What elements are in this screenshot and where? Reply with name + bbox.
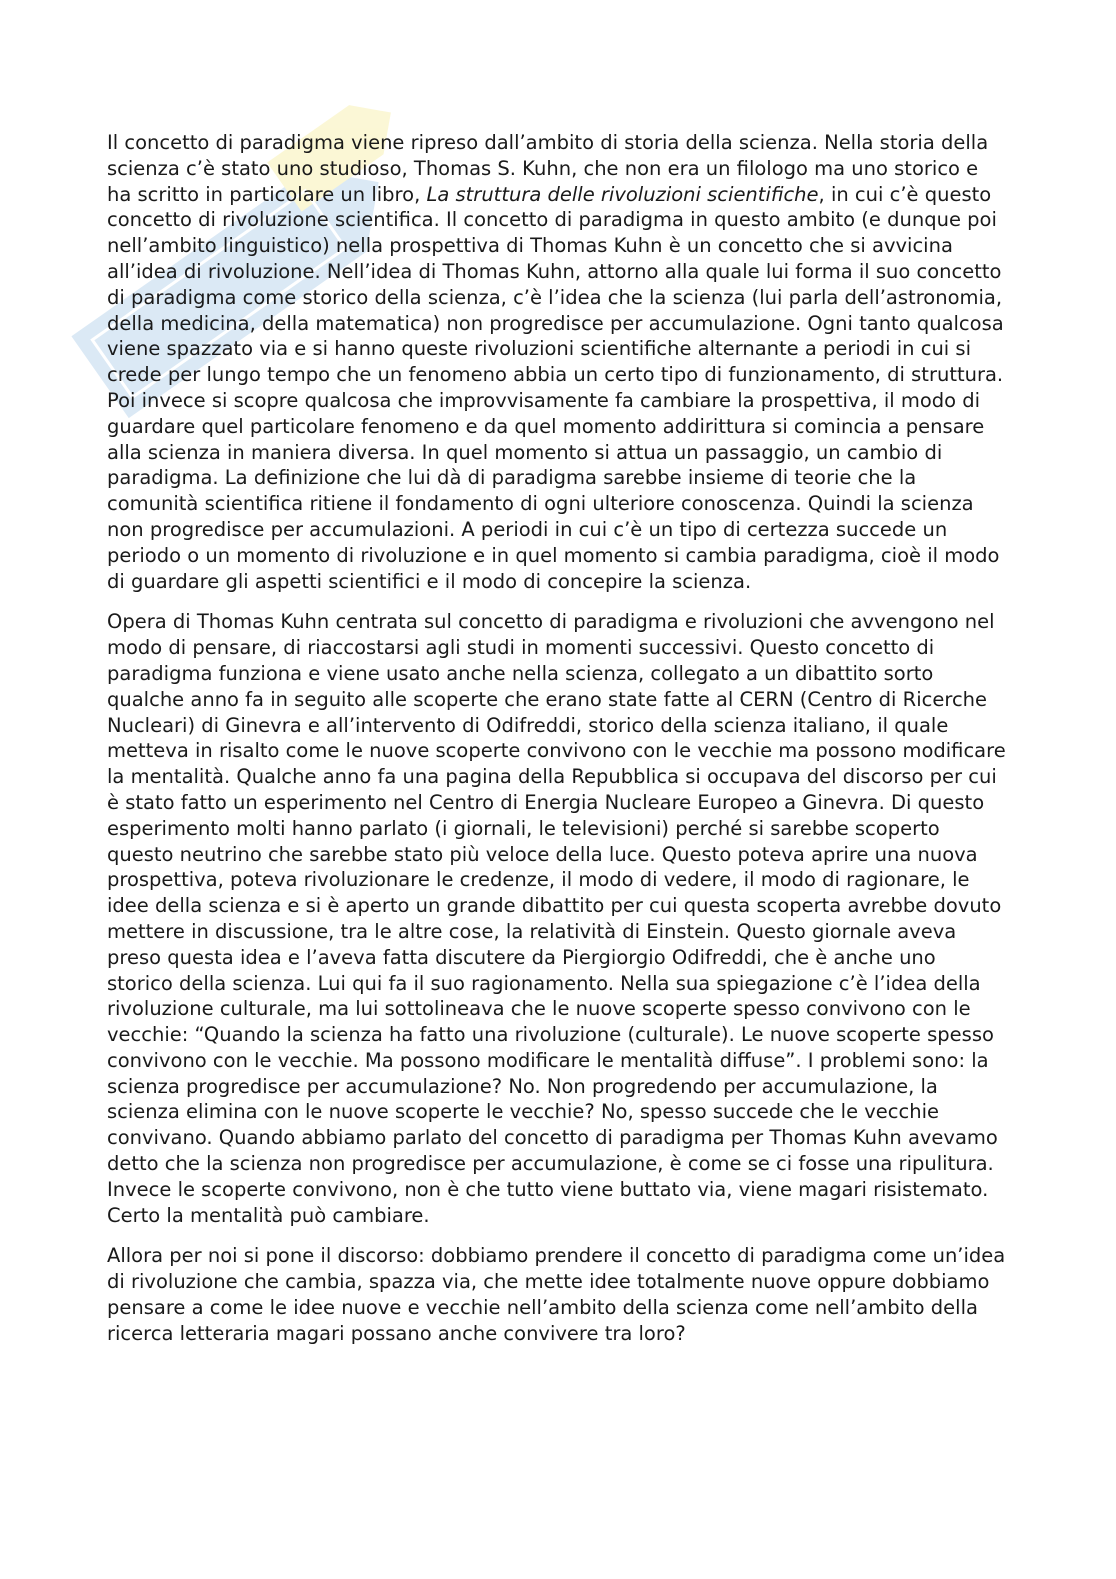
document-body <box>107 130 1007 1362</box>
paragraph-cern-odifreddi: Opera di Thomas Kuhn centrata sul concetto di paradigma e rivoluzioni che avvengono nel modo di pensare, di riaccostarsi agli studi in momenti successivi. Questo concetto di paradigma funziona e viene usato anche nella scienza, collegato a un dibattito sorto qualche anno fa in seguito alle scoperte che erano state fatte al CERN (Centro di Ricerche Nucleari) di Ginevra e all’intervento di Odifreddi, storico della scienza italiano, il quale metteva in risalto come le nuove scoperte convivono con le vecchie ma possono modificare la mentalità. Qualche anno fa una pagina della Repubblica si occupava del discorso per cui è stato fatto un esperimento nel Centro di Energia Nucleare Europeo a Ginevra. Di questo esperimento molti hanno parlato (i giornali, le televisioni) perché si sarebbe scoperto questo neutrino che sarebbe stato più veloce della luce. Questo poteva aprire una nuova prospettiva, poteva rivoluzionare le credenze, il modo di vedere, il modo di ragionare, le idee della scienza e si è aperto un grande dibattito per cui questa scoperta avrebbe dovuto mettere in discussione, tra le altre cose, la relatività di Einstein. Questo giornale aveva preso questa idea e l’aveva fatta discutere da Piergiorgio Odifreddi, che è anche uno storico della scienza. Lui qui fa il suo ragionamento. Nella sua spiegazione c’è l’idea della rivoluzione culturale, ma lui sottolineava che le nuove scoperte spesso convivono con le vecchie: “Quando la scienza ha fatto una rivoluzione (culturale). Le nuove scoperte spesso convivono con le vecchie. Ma possono modificare le mentalità diffuse”. I problemi sono: la scienza progredisce per accumulazione? No. Non progredendo per accumulazione, la scienza elimina con le nuove scoperte le vecchie? No, spesso succede che le vecchie convivano. Quando abbiamo parlato del concetto di paradigma per Thomas Kuhn avevamo detto che la scienza non progredisce per accumulazione, è come se ci fosse una ripulitura. Invece le scoperte convivono, non è che tutto viene buttato via, viene magari risistemato. Certo la mentalità può cambiare. <box>107 610 1006 1227</box>
paragraph-1-text-a: Il concetto di paradigma viene ripreso dall’ambito di storia della scienza. Nella storia della scienza c’è stato uno studioso, Thomas S. Kuhn, che non era un filologo ma uno storico e ha scritto in particolare un libro, <box>107 131 989 206</box>
book-title: La struttura delle rivoluzioni scientifiche <box>426 182 819 206</box>
paragraph-conclusion: Allora per noi si pone il discorso: dobbiamo prendere il concetto di paradigma come un’idea di rivoluzione che cambia, spazza via, che mette idee totalmente nuove oppure dobbiamo pensare a come le idee nuove e vecchie nell’ambito della scienza come nell’ambito della ricerca letteraria magari possano anche convivere tra loro? <box>107 1244 1006 1345</box>
paragraph-1-text-b: , in cui c’è questo concetto di rivoluzione scientifica. Il concetto di paradigma in questo ambito (e dunque poi nell’ambito linguistico) nella prospettiva di Thomas Kuhn è un concetto che si avvicina all’idea di rivoluzione. Nell’idea di Thomas Kuhn, attorno alla quale lui forma il suo concetto di paradigma come storico della scienza, c’è l’idea che la scienza (lui parla dell’astronomia, della medicina, della matematica) non progredisce per accumulazione. Ogni tanto qualcosa viene spazzato via e si hanno queste rivoluzioni scientifiche alternante a periodi in cui si crede per lungo tempo che un fenomeno abbia un certo tipo di funzionamento, di struttura. Poi invece si scopre qualcosa che improvvisamente fa cambiare la prospettiva, il modo di guardare quel particolare fenomeno e da quel momento addirittura si comincia a pensare alla scienza in maniera diversa. In quel momento si attua un passaggio, un cambio di paradigma. La definizione che lui dà di paradigma sarebbe insieme di teorie che la comunità scientifica ritiene il fondamento di ogni ulteriore conoscenza. Quindi la scienza non progredisce per accumulazioni. A periodi in cui c’è un tipo di certezza succede un periodo o un momento di rivoluzione e in quel momento si cambia paradigma, cioè il modo di guardare gli aspetti scientifici e il modo di concepire la scienza. <box>107 182 1004 593</box>
paragraph-kuhn-paradigm <box>107 130 1007 594</box>
